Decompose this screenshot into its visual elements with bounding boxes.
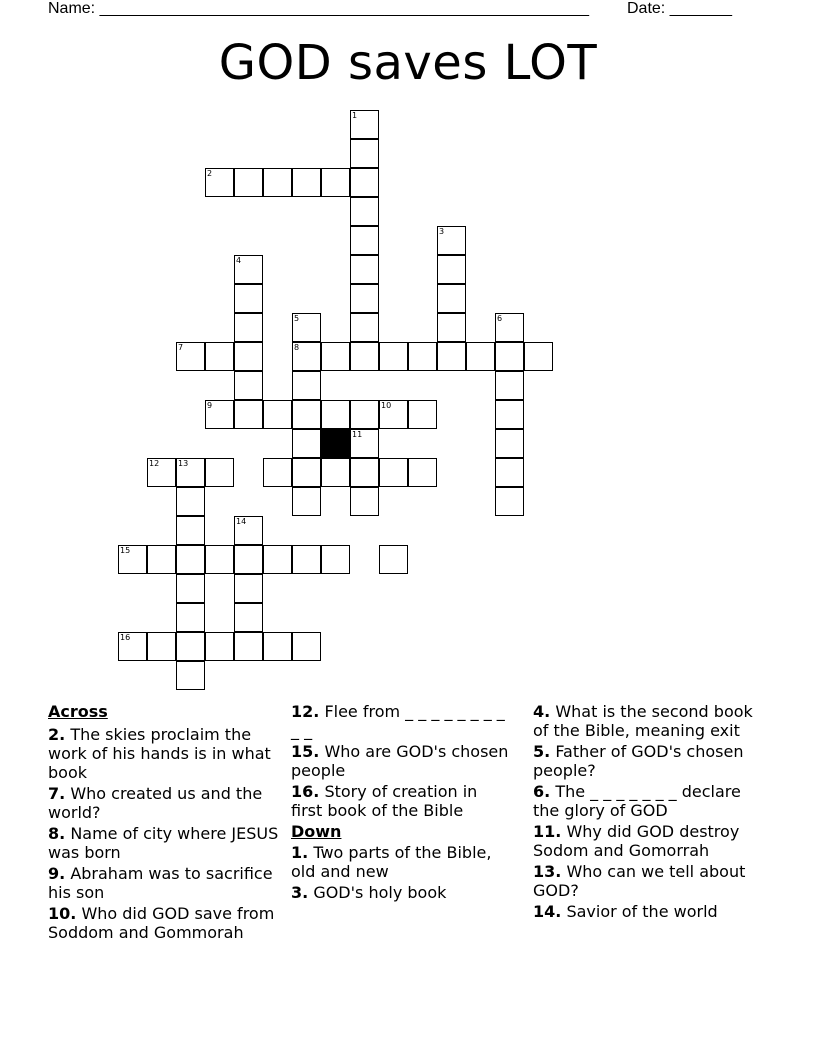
clue-text: Who are GOD's chosen people	[291, 742, 509, 780]
clue-number-label: 9	[207, 401, 213, 410]
clue-number: 6.	[533, 782, 551, 801]
clue-number: 15.	[291, 742, 320, 761]
answer-cell[interactable]	[234, 400, 263, 429]
answer-cell[interactable]	[495, 429, 524, 458]
answer-cell[interactable]	[350, 168, 379, 197]
answer-cell[interactable]	[437, 313, 466, 342]
answer-cell[interactable]	[292, 458, 321, 487]
answer-cell[interactable]	[350, 110, 379, 139]
answer-cell[interactable]	[350, 313, 379, 342]
clue-text: Father of GOD's chosen people?	[533, 742, 744, 780]
clue-number: 2.	[48, 725, 66, 744]
clue-number-label: 13	[178, 459, 189, 468]
across-heading: Across	[48, 702, 108, 721]
answer-cell[interactable]	[350, 139, 379, 168]
answer-cell[interactable]	[176, 574, 205, 603]
answer-cell[interactable]	[263, 400, 292, 429]
answer-cell[interactable]	[263, 545, 292, 574]
clue-number: 7.	[48, 784, 66, 803]
clue-text: GOD's holy book	[313, 883, 447, 902]
answer-cell[interactable]	[176, 342, 205, 371]
answer-cell[interactable]	[263, 458, 292, 487]
answer-cell[interactable]	[292, 429, 321, 458]
answer-cell[interactable]	[292, 371, 321, 400]
clue-number-label: 7	[178, 343, 184, 352]
clue-number: 5.	[533, 742, 551, 761]
answer-cell[interactable]	[379, 342, 408, 371]
clue-number-label: 5	[294, 314, 300, 323]
answer-cell[interactable]	[176, 661, 205, 690]
answer-cell[interactable]	[205, 168, 234, 197]
answer-cell[interactable]	[234, 545, 263, 574]
answer-cell[interactable]	[118, 632, 147, 661]
answer-cell[interactable]	[205, 632, 234, 661]
answer-cell[interactable]	[176, 632, 205, 661]
answer-cell[interactable]	[437, 342, 466, 371]
answer-cell[interactable]	[234, 632, 263, 661]
answer-cell[interactable]	[321, 458, 350, 487]
clue-number-label: 4	[236, 256, 242, 265]
clue-number: 8.	[48, 824, 66, 843]
answer-cell[interactable]	[495, 487, 524, 516]
answer-cell[interactable]	[176, 516, 205, 545]
answer-cell[interactable]	[350, 458, 379, 487]
clue-number-label: 11	[352, 430, 363, 439]
clue-across-8	[48, 824, 280, 862]
answer-cell[interactable]	[379, 545, 408, 574]
answer-cell[interactable]	[466, 342, 495, 371]
answer-cell[interactable]	[292, 545, 321, 574]
clues-column-3	[533, 702, 763, 923]
answer-cell[interactable]	[321, 400, 350, 429]
answer-cell[interactable]	[205, 342, 234, 371]
clue-text: Savior of the world	[566, 902, 718, 921]
clue-text: What is the second book of the Bible, meaning exit	[533, 702, 753, 740]
answer-cell[interactable]	[234, 371, 263, 400]
clue-text: Name of city where JESUS was born	[48, 824, 279, 862]
answer-cell[interactable]	[176, 603, 205, 632]
clue-number-label: 2	[207, 169, 213, 178]
answer-cell[interactable]	[292, 313, 321, 342]
answer-cell[interactable]	[292, 342, 321, 371]
answer-cell[interactable]	[495, 400, 524, 429]
clue-text: Who can we tell about GOD?	[533, 862, 746, 900]
date-field[interactable]: Date: _______	[627, 0, 732, 17]
answer-cell[interactable]	[147, 632, 176, 661]
clue-number: 10.	[48, 904, 77, 923]
clue-number: 4.	[533, 702, 551, 721]
clue-down-13	[533, 862, 763, 900]
clue-text: Story of creation in first book of the Bible	[291, 782, 478, 820]
answer-cell[interactable]	[176, 487, 205, 516]
answer-cell[interactable]	[524, 342, 553, 371]
clue-text: Who did GOD save from Soddom and Gommorah	[48, 904, 275, 942]
clue-across-16	[291, 782, 513, 820]
answer-cell[interactable]	[495, 342, 524, 371]
clue-down-14	[533, 902, 763, 921]
clue-number: 3.	[291, 883, 309, 902]
clue-text: Two parts of the Bible, old and new	[291, 843, 492, 881]
answer-cell[interactable]	[437, 284, 466, 313]
answer-cell[interactable]	[176, 458, 205, 487]
answer-cell[interactable]	[350, 400, 379, 429]
clue-across-15	[291, 742, 513, 780]
answer-cell[interactable]	[234, 574, 263, 603]
black-square	[321, 429, 350, 458]
answer-cell[interactable]	[350, 255, 379, 284]
clue-number-label: 8	[294, 343, 300, 352]
answer-cell[interactable]	[321, 545, 350, 574]
answer-cell[interactable]	[205, 545, 234, 574]
clue-down-5	[533, 742, 763, 780]
answer-cell[interactable]	[495, 371, 524, 400]
answer-cell[interactable]	[234, 168, 263, 197]
answer-cell[interactable]	[292, 400, 321, 429]
clue-number-label: 12	[149, 459, 160, 468]
answer-cell[interactable]	[350, 487, 379, 516]
clue-number-label: 16	[120, 633, 131, 642]
answer-cell[interactable]	[292, 487, 321, 516]
answer-cell[interactable]	[379, 458, 408, 487]
answer-cell[interactable]	[350, 342, 379, 371]
answer-cell[interactable]	[234, 255, 263, 284]
clue-across-2	[48, 725, 280, 782]
clue-number-label: 14	[236, 517, 247, 526]
puzzle-title: GOD saves LOT	[218, 35, 598, 91]
answer-cell[interactable]	[263, 632, 292, 661]
answer-cell[interactable]	[408, 458, 437, 487]
answer-cell[interactable]	[292, 168, 321, 197]
answer-cell[interactable]	[234, 313, 263, 342]
answer-cell[interactable]	[350, 226, 379, 255]
clue-down-6	[533, 782, 763, 820]
clue-across-12	[291, 702, 513, 740]
answer-cell[interactable]	[234, 516, 263, 545]
clue-number: 12.	[291, 702, 320, 721]
clue-text: Who created us and the world?	[48, 784, 263, 822]
clue-number: 11.	[533, 822, 562, 841]
clue-down-3	[291, 883, 513, 902]
answer-cell[interactable]	[379, 400, 408, 429]
answer-cell[interactable]	[176, 545, 205, 574]
answer-cell[interactable]	[408, 400, 437, 429]
clue-number-label: 15	[120, 546, 131, 555]
answer-cell[interactable]	[147, 545, 176, 574]
clue-text: Flee from _ _ _ _ _ _ _ _ _ _	[291, 702, 505, 740]
clue-text: The skies proclaim the work of his hands is in what book	[48, 725, 271, 782]
clue-down-4	[533, 702, 763, 740]
clue-text: Why did GOD destroy Sodom and Gomorrah	[533, 822, 740, 860]
clue-number-label: 6	[497, 314, 503, 323]
answer-cell[interactable]	[350, 284, 379, 313]
down-heading: Down	[291, 822, 342, 841]
clue-across-9	[48, 864, 280, 902]
name-field[interactable]: Name: _______________________________________________________	[48, 0, 589, 17]
clue-down-1	[291, 843, 513, 881]
clue-number-label: 3	[439, 227, 445, 236]
clue-number: 16.	[291, 782, 320, 801]
clue-number-label: 1	[352, 111, 358, 120]
clue-text: Abraham was to sacrifice his son	[48, 864, 273, 902]
answer-cell[interactable]	[205, 400, 234, 429]
clue-across-7	[48, 784, 280, 822]
answer-cell[interactable]	[321, 342, 350, 371]
answer-cell[interactable]	[147, 458, 176, 487]
answer-cell[interactable]	[495, 458, 524, 487]
answer-cell[interactable]	[495, 313, 524, 342]
answer-cell[interactable]	[292, 632, 321, 661]
answer-cell[interactable]	[205, 458, 234, 487]
clue-number: 14.	[533, 902, 562, 921]
clue-number: 13.	[533, 862, 562, 881]
answer-cell[interactable]	[437, 226, 466, 255]
answer-cell[interactable]	[437, 255, 466, 284]
clues-column-1	[48, 702, 280, 944]
clue-number: 9.	[48, 864, 66, 883]
answer-cell[interactable]	[118, 545, 147, 574]
clue-down-11	[533, 822, 763, 860]
answer-cell[interactable]	[234, 284, 263, 313]
answer-cell[interactable]	[408, 342, 437, 371]
clue-number-label: 10	[381, 401, 392, 410]
answer-cell[interactable]	[350, 429, 379, 458]
answer-cell[interactable]	[234, 342, 263, 371]
clues-column-2	[291, 702, 513, 904]
answer-cell[interactable]	[234, 603, 263, 632]
clue-text: The _ _ _ _ _ _ _ declare the glory of GOD	[533, 782, 741, 820]
answer-cell[interactable]	[263, 168, 292, 197]
clue-across-10	[48, 904, 280, 942]
answer-cell[interactable]	[350, 197, 379, 226]
clue-number: 1.	[291, 843, 309, 862]
answer-cell[interactable]	[321, 168, 350, 197]
